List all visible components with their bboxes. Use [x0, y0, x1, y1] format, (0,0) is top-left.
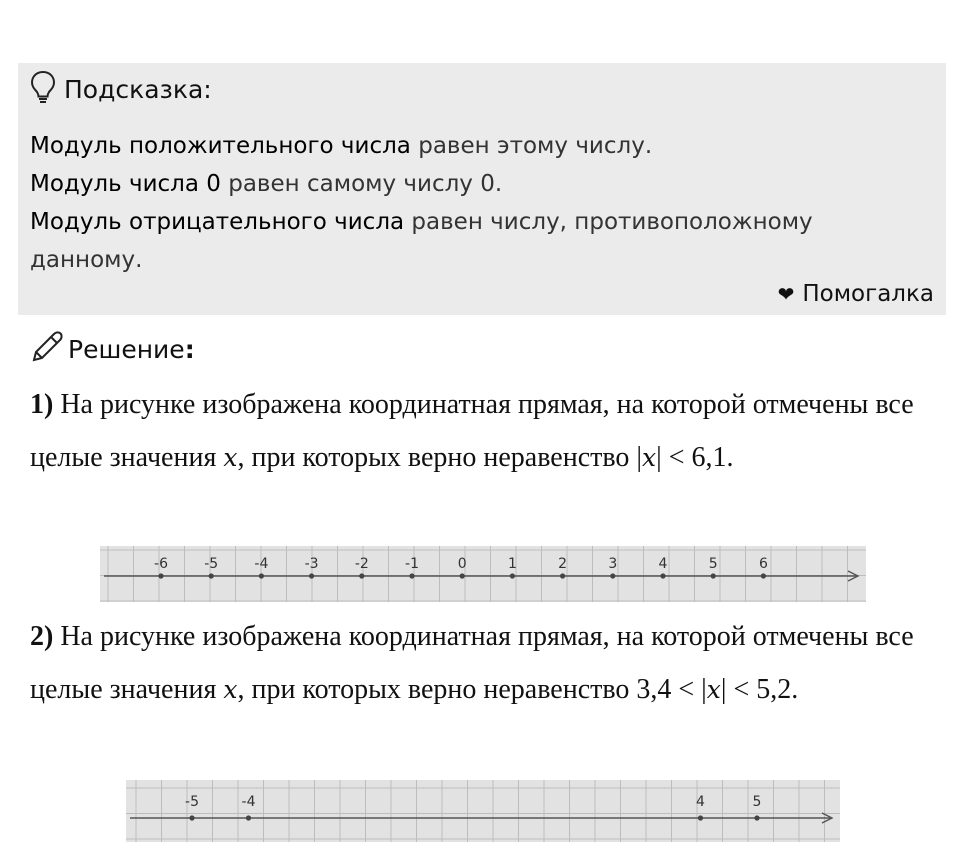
marked-point — [309, 573, 314, 578]
tick-label: 2 — [558, 556, 568, 572]
marked-point — [158, 573, 163, 578]
tick-label: -3 — [304, 556, 319, 572]
marked-point — [761, 573, 766, 578]
variable: x — [706, 675, 721, 704]
credit-label: Помогалка — [802, 281, 934, 307]
graph-paper — [126, 780, 840, 842]
marked-point — [359, 573, 364, 578]
hint-line-negative — [30, 203, 930, 279]
lightbulb-icon — [30, 70, 56, 108]
solution-title: Решение: — [68, 334, 195, 364]
marked-point — [510, 573, 515, 578]
tick-label: -4 — [241, 794, 256, 810]
number-line-2 — [126, 780, 840, 842]
marked-point — [460, 573, 465, 578]
hint-term: Модуль положительного числа — [30, 133, 411, 159]
task-text: , при которых верно неравенство — [237, 442, 637, 473]
task-2 — [30, 610, 930, 716]
marked-point — [754, 815, 759, 820]
task-1 — [30, 378, 930, 484]
hint-title: Подсказка: — [64, 74, 212, 104]
task-text: , при которых верно неравенство — [237, 674, 637, 705]
inequality: | < 5,2. — [720, 674, 799, 705]
hint-definition: равен числу, противоположному данному. — [30, 209, 813, 273]
tick-label: -4 — [254, 556, 269, 572]
tick-label: -5 — [204, 556, 219, 572]
marked-point — [189, 815, 194, 820]
tick-label: 4 — [658, 556, 668, 572]
tick-label: 6 — [758, 556, 768, 572]
hint-line-zero — [30, 165, 930, 203]
marked-point — [209, 573, 214, 578]
hint-definition: равен самому числу 0. — [220, 171, 503, 197]
task-number: 2) — [30, 621, 54, 652]
task-number: 1) — [30, 389, 54, 420]
marked-point — [560, 573, 565, 578]
tick-label: 4 — [696, 794, 705, 810]
variable: x — [223, 675, 238, 704]
variable: x — [642, 443, 657, 472]
tick-label: -6 — [154, 556, 168, 572]
marked-point — [246, 815, 251, 820]
marked-point — [711, 573, 716, 578]
tick-label: -5 — [185, 794, 199, 810]
task-text: На рисунке изображена координатная прямая, на которой отмечены все целые значения — [30, 389, 914, 473]
tick-label: 5 — [708, 556, 718, 572]
heart-icon: ❤ — [777, 282, 795, 306]
tick-label: -2 — [354, 556, 369, 572]
tick-label: 3 — [608, 556, 618, 572]
tick-label: 0 — [457, 556, 467, 572]
marked-point — [610, 573, 615, 578]
marked-point — [409, 573, 414, 578]
hint-term: Модуль отрицательного числа — [30, 209, 405, 235]
tick-label: 1 — [507, 556, 517, 572]
inequality: 3,4 < | — [636, 674, 707, 705]
hint-header — [30, 71, 212, 107]
tick-label: -1 — [405, 556, 419, 572]
hint-definition: равен этому числу. — [410, 133, 653, 159]
pencil-icon — [30, 330, 64, 368]
marked-point — [259, 573, 264, 578]
graph-paper — [100, 546, 866, 602]
hint-text — [30, 127, 930, 279]
inequality: | < 6,1. — [656, 442, 734, 473]
hint-line-positive — [30, 127, 930, 165]
variable: x — [223, 443, 238, 472]
tick-label: 5 — [752, 794, 762, 810]
solution-header — [30, 330, 195, 368]
marked-point — [698, 815, 703, 820]
marked-point — [660, 573, 665, 578]
task-text: На рисунке изображена координатная прямая, на которой отмечены все целые значения — [30, 621, 914, 705]
inequality: | — [636, 442, 642, 473]
credit[interactable] — [778, 281, 934, 307]
hint-box — [18, 63, 946, 315]
number-line-1 — [100, 546, 866, 602]
hint-term: Модуль числа 0 — [30, 171, 221, 197]
